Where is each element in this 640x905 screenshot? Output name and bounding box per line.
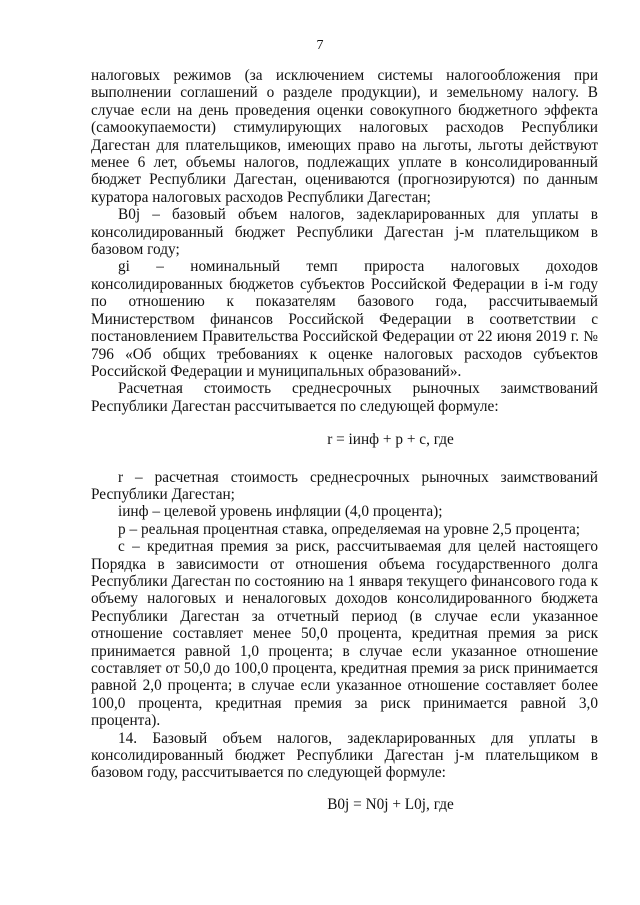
paragraph-b0j-definition: B0j – базовый объем налогов, задекларированных для уплаты в консолидированный бюджет Республики Дагестан j-м плательщиком в базовом году; bbox=[91, 206, 598, 259]
paragraph-c-definition: c – кредитная премия за риск, рассчитываемая для целей настоящего Порядка в зависимости от отношения объема государственного долга Республики Дагестан по состоянию на 1 января текущего финансового года к объему налоговых и неналоговых доходов консолидированного бюджета Республики Дагестан за отчетный период (в случае если указанное отношение составляет менее 50,0 процента, кредитная премия за риск принимается равной 1,0 процента; в случае если указанное отношение составляет от 50,0 до 100,0 процента, кредитная премия за риск принимается равной 2,0 процента; в случае если указанное отношение составляет более 100,0 процента, кредитная премия за риск принимается равной 3,0 процента). bbox=[91, 538, 598, 730]
paragraph-item-14: 14. Базовый объем налогов, задекларированных для уплаты в консолидированный бюджет Республики Дагестан j-м плательщиком в базовом году, рассчитывается по следующей формуле: bbox=[91, 729, 598, 782]
paragraph-r-definition: r – расчетная стоимость среднесрочных рыночных заимствований Республики Дагестан; bbox=[91, 468, 598, 503]
paragraph-gi-definition: gi – номинальный темп прироста налоговых доходов консолидированных бюджетов субъектов Российской Федерации в i-м году по отношению к показателям базового года, рассчитываемый Министерством финансов Российской Федерации в соответствии с постановлением Правительства Российской Федерации от 22 июня 2019 г. № 796 «Об общих требованиях к оценке налоговых расходов субъектов Российской Федерации и муниципальных образований». bbox=[91, 258, 598, 380]
formula-borrowing-cost: r = iинф + p + c, где bbox=[327, 431, 454, 449]
document-body bbox=[91, 67, 598, 813]
page-number: 7 bbox=[316, 38, 324, 53]
paragraph-inflation-definition: iинф – целевой уровень инфляции (4,0 процента); bbox=[118, 503, 443, 521]
formula-base-tax-volume: B0j = N0j + L0j, где bbox=[327, 795, 454, 813]
paragraph-borrowing-cost-intro: Расчетная стоимость среднесрочных рыночных заимствований Республики Дагестан рассчитывается по следующей формуле: bbox=[91, 380, 598, 415]
paragraph-tax-regimes: налоговых режимов (за исключением системы налогообложения при выполнении соглашений о разделе продукции), и земельному налогу. В случае если на день проведения оценки совокупного бюджетного эффекта (самоокупаемости) стимулирующих налоговых расходов Республики Дагестан для плательщиков, имеющих право на льготы, льготы действуют менее 6 лет, объемы налогов, подлежащих уплате в консолидированный бюджет Республики Дагестан, оцениваются (прогнозируются) по данным куратора налоговых расходов Республики Дагестан; bbox=[91, 67, 598, 206]
paragraph-p-definition: p – реальная процентная ставка, определяемая на уровне 2,5 процента; bbox=[118, 520, 581, 538]
